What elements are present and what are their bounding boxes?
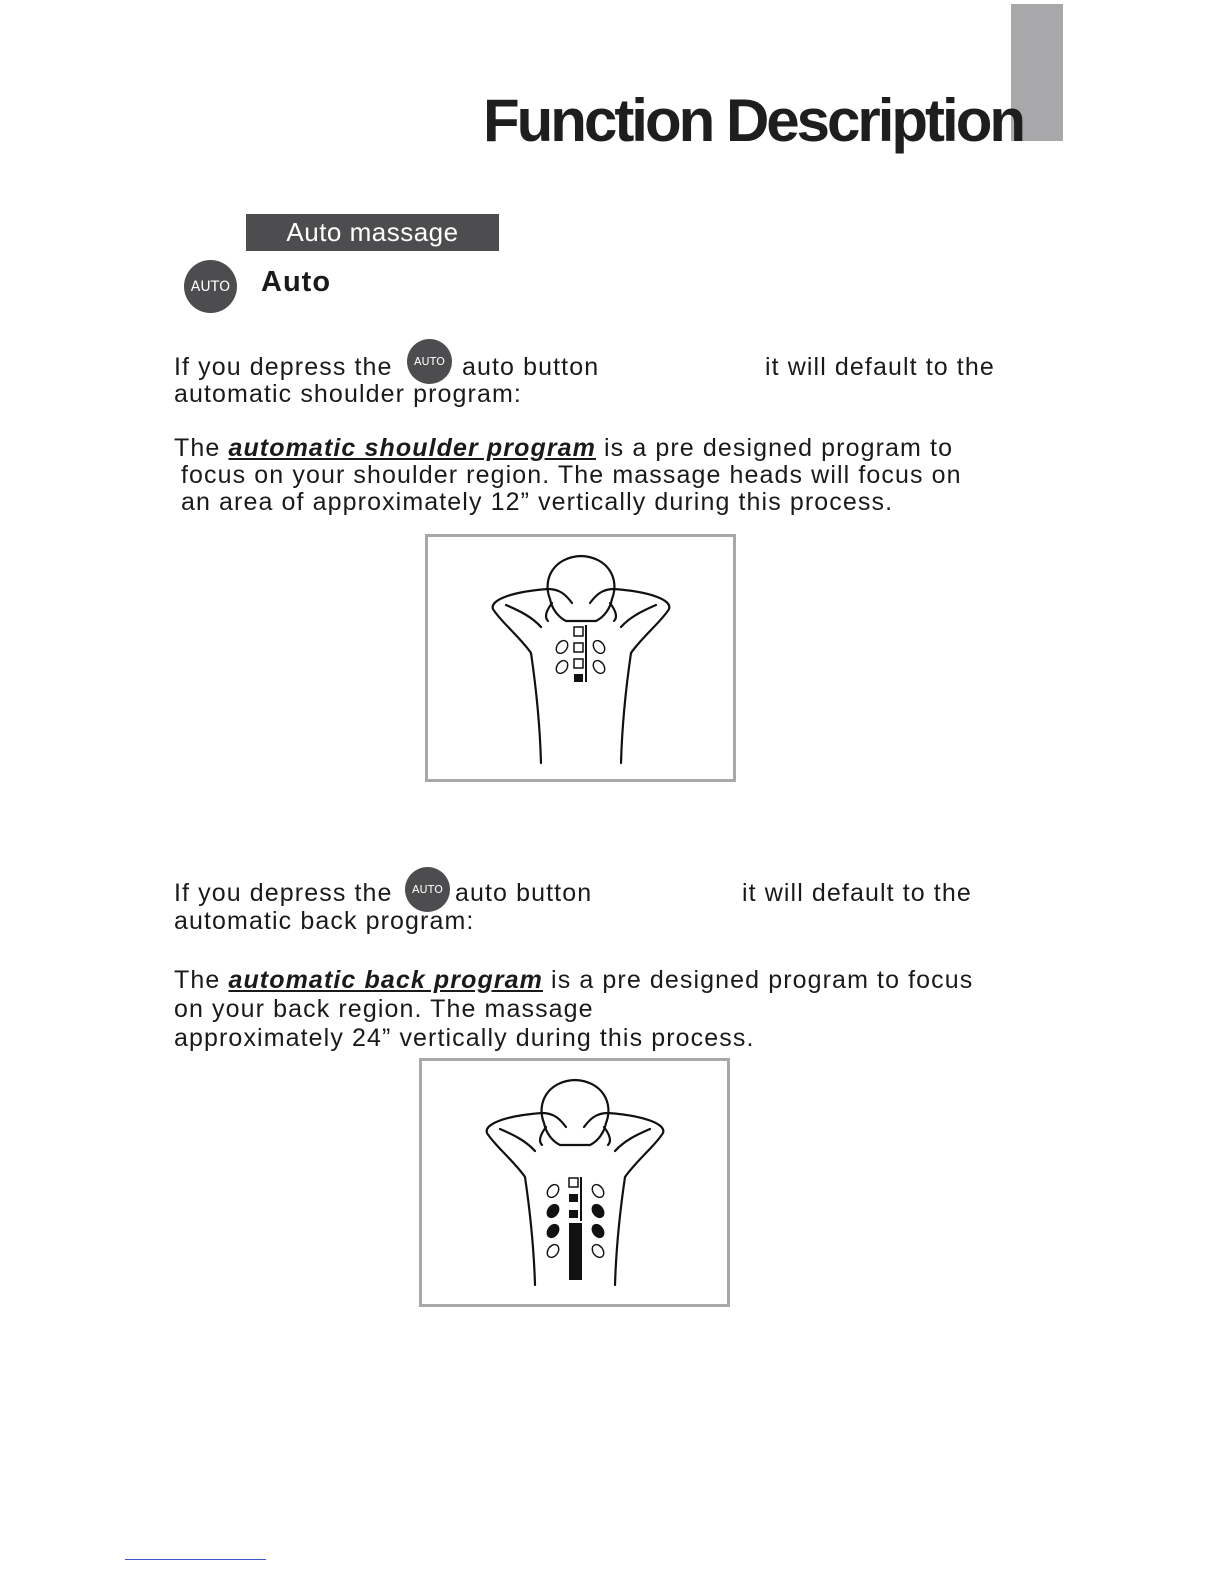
shoulder-desc-prefix: The [174, 434, 221, 462]
shoulder-intro-prefix: If you depress the [174, 353, 393, 381]
back-intro-prefix: If you depress the [174, 879, 393, 907]
back-desc-line1 [174, 965, 973, 995]
back-intro-suffix: it will default to the [742, 879, 972, 907]
back-body-illustration [422, 1061, 727, 1304]
footer-rule [125, 1559, 266, 1560]
auto-button-icon [184, 260, 237, 313]
back-intro-middle: auto button [455, 879, 593, 907]
back-program-figure [419, 1058, 730, 1307]
shoulder-intro-line2: automatic shoulder program: [174, 380, 522, 408]
back-program-name: automatic back program [228, 966, 543, 994]
shoulder-intro-suffix: it will default to the [765, 353, 995, 381]
auto-button-inline-icon [407, 339, 452, 384]
auto-badge-text: AUTO [190, 278, 231, 295]
page-title: Function Description [483, 87, 1023, 154]
auto-badge-text: AUTO [412, 883, 443, 896]
shoulder-desc-line1 [174, 433, 953, 463]
back-intro-line2: automatic back program: [174, 907, 475, 935]
back-desc-line2: on your back region. The massage [174, 995, 594, 1023]
back-desc-rest: is a pre designed program to focus [551, 966, 974, 994]
shoulder-body-illustration [428, 537, 733, 779]
back-desc-line3: approximately 24” vertically during this process. [174, 1024, 755, 1052]
mode-title: Auto [261, 266, 332, 298]
shoulder-desc-rest: is a pre designed program to [604, 434, 954, 462]
shoulder-intro-middle: auto button [462, 353, 600, 381]
shoulder-desc-line3: an area of approximately 12” vertically during this process. [181, 488, 894, 516]
section-label: Auto massage [246, 214, 499, 251]
back-desc-prefix: The [174, 966, 221, 994]
auto-badge-text: AUTO [414, 355, 445, 368]
shoulder-program-figure [425, 534, 736, 782]
shoulder-desc-line2: focus on your shoulder region. The massage heads will focus on [181, 461, 962, 489]
shoulder-program-name: automatic shoulder program [228, 434, 596, 462]
